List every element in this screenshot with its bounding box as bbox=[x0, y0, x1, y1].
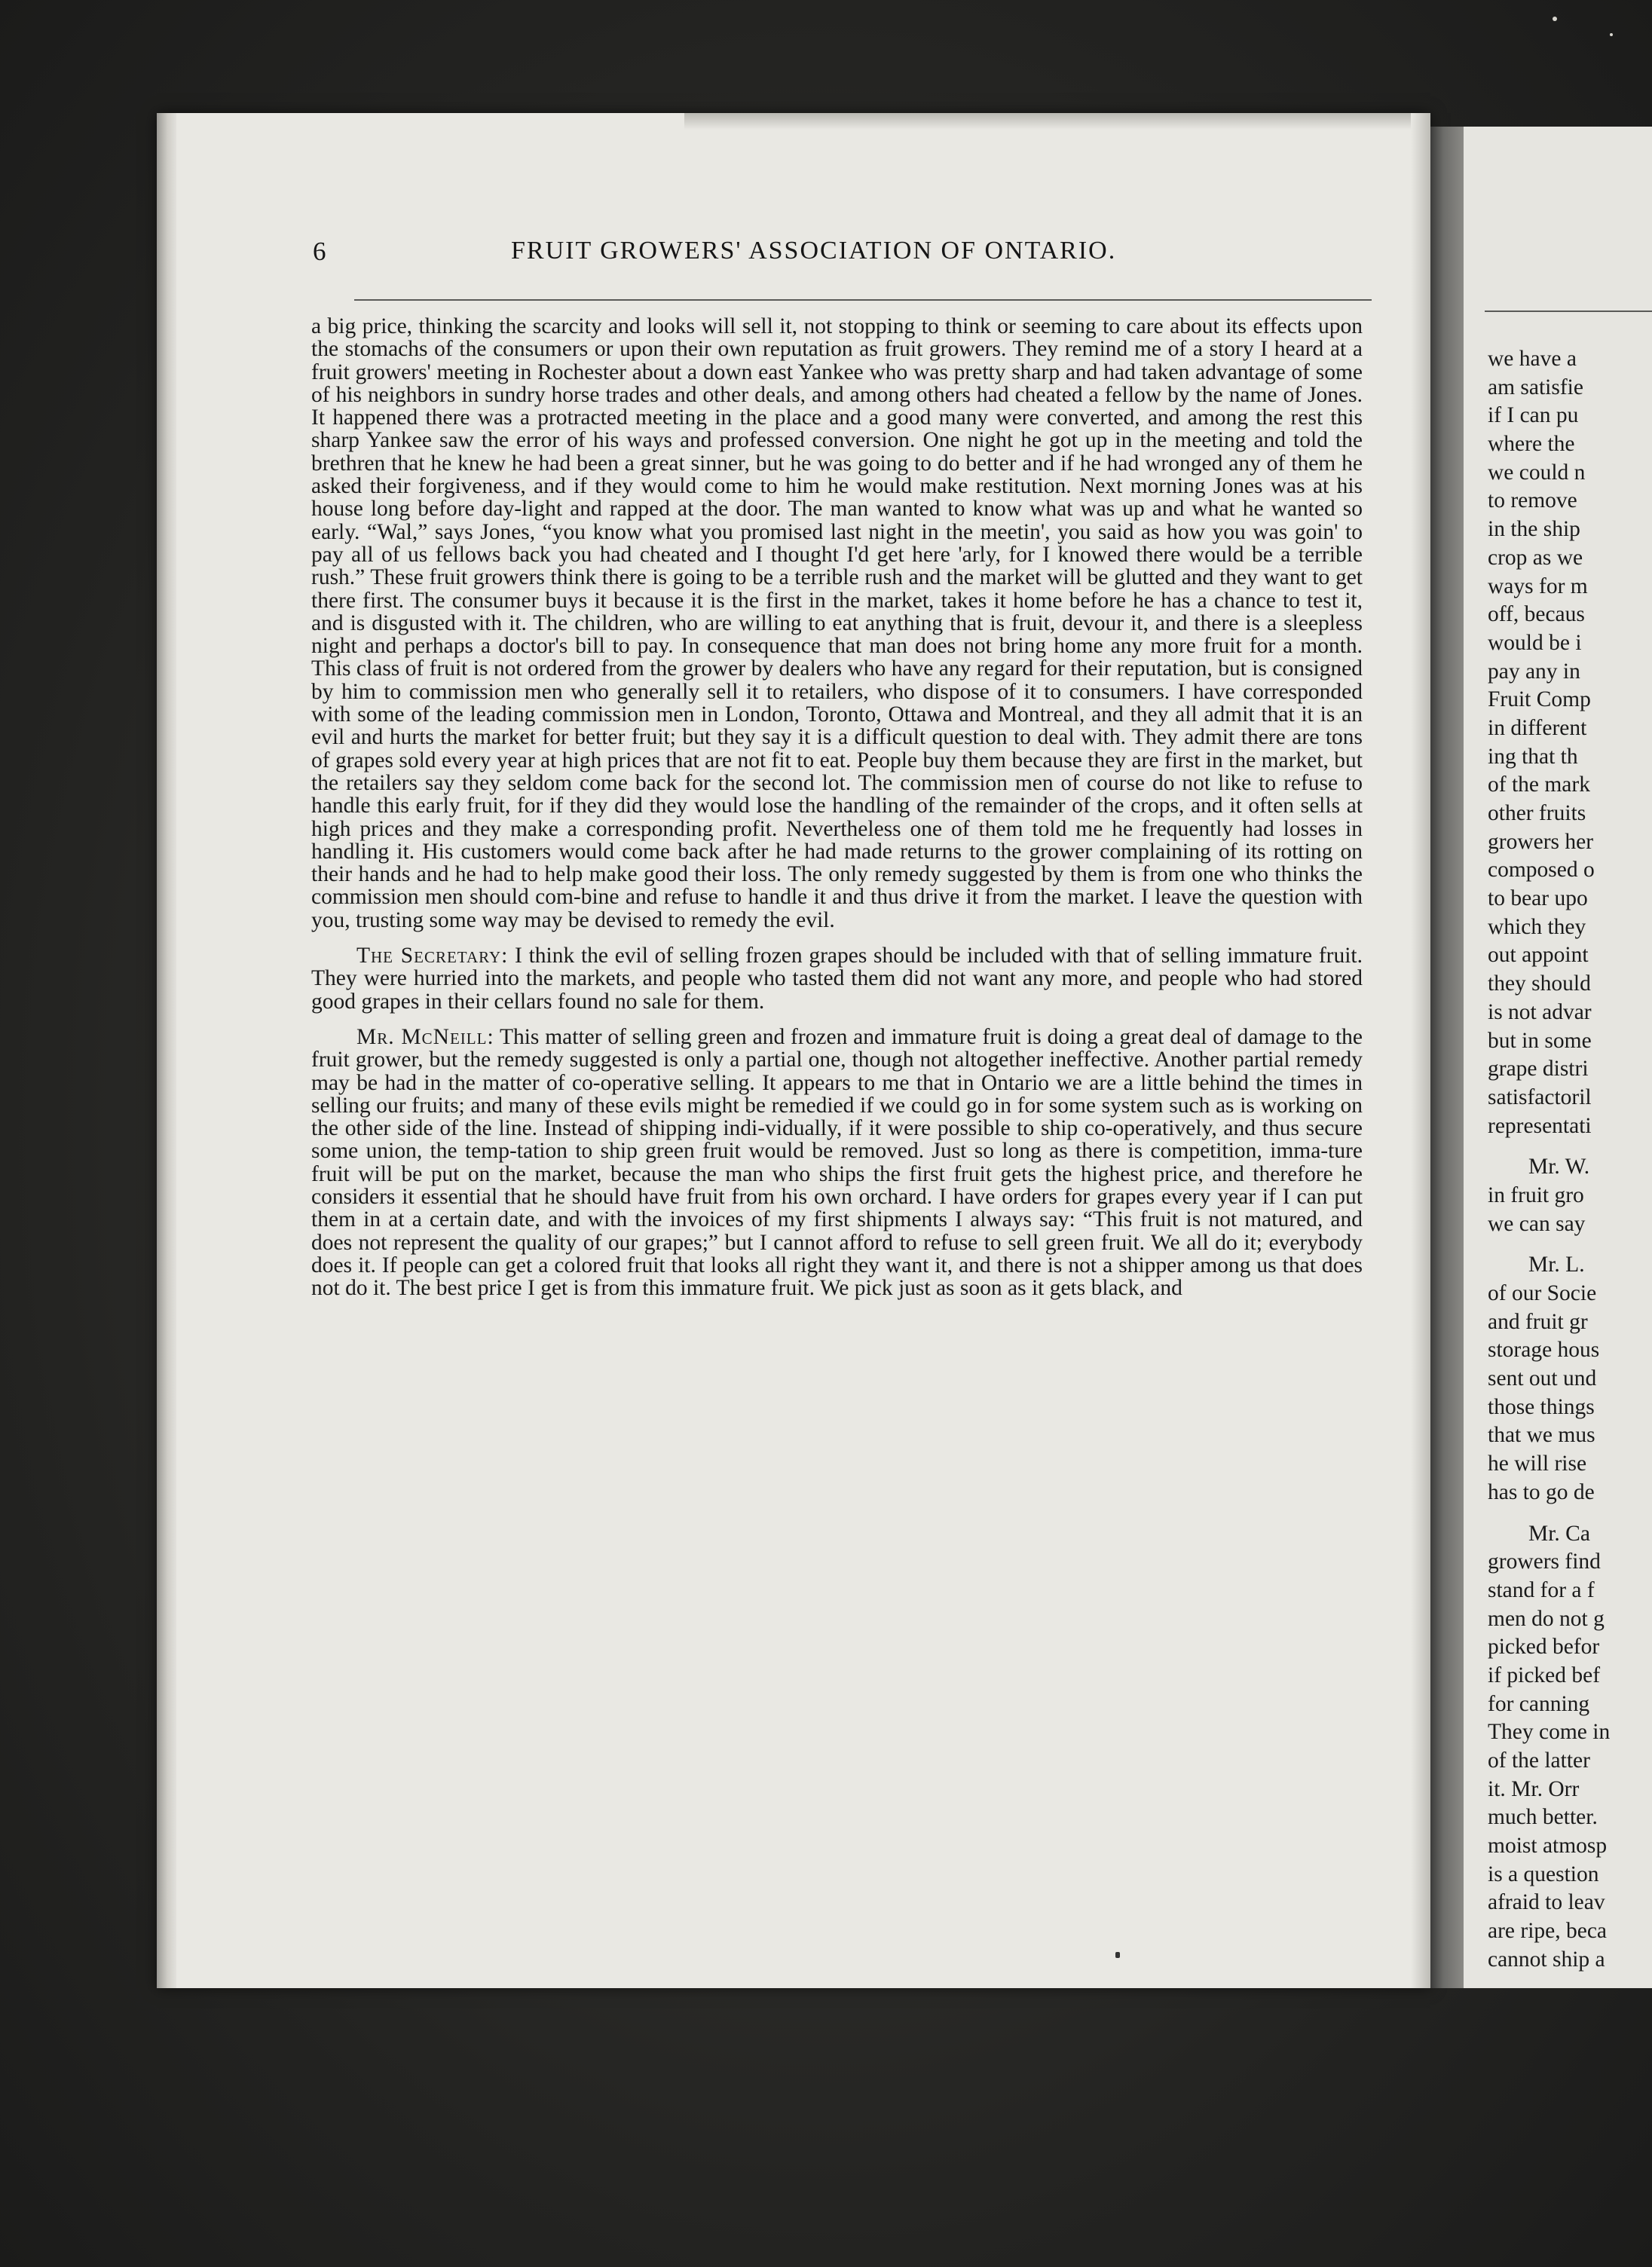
facing-page-line: would be i bbox=[1488, 630, 1582, 655]
facing-page-line: we have a bbox=[1488, 347, 1577, 371]
facing-page-line: Mr. L. bbox=[1528, 1253, 1585, 1277]
facing-page-line: They come in bbox=[1488, 1720, 1611, 1745]
facing-page-line: where the bbox=[1488, 432, 1575, 457]
facing-page-line: in different bbox=[1488, 715, 1587, 740]
facing-page-line: cannot ship a bbox=[1488, 1947, 1605, 1972]
facing-page-line: growers her bbox=[1488, 829, 1594, 854]
facing-page-line: satisfactoril bbox=[1488, 1085, 1592, 1109]
facing-page-line: in fruit gro bbox=[1488, 1182, 1584, 1207]
facing-page-line: is a question bbox=[1488, 1862, 1599, 1886]
header-rule bbox=[354, 299, 1372, 301]
facing-page-line: is not advar bbox=[1488, 999, 1592, 1024]
facing-page-line: which they bbox=[1488, 914, 1586, 939]
facing-page-line: Mr. W. bbox=[1528, 1155, 1590, 1179]
facing-page-line: to bear upo bbox=[1488, 886, 1588, 911]
facing-page-line: other fruits bbox=[1488, 801, 1586, 825]
facing-page-line: Fruit Comp bbox=[1488, 687, 1591, 712]
facing-page-line: representati bbox=[1488, 1113, 1592, 1138]
facing-page-line: storage hous bbox=[1488, 1338, 1600, 1363]
facing-page-line: stand for a f bbox=[1488, 1577, 1595, 1602]
facing-page-line: growers find bbox=[1488, 1550, 1601, 1574]
facing-page-line: that we mus bbox=[1488, 1423, 1595, 1448]
facing-page-line: we can say bbox=[1488, 1211, 1586, 1236]
facing-page-line: those things bbox=[1488, 1394, 1595, 1419]
facing-page-line: if picked bef bbox=[1488, 1663, 1601, 1687]
facing-page-text bbox=[1488, 345, 1652, 1975]
speaker-label: The Secretary: bbox=[356, 944, 509, 968]
facing-page-line: pay any in bbox=[1488, 659, 1580, 684]
ink-mark bbox=[1115, 1952, 1120, 1958]
paragraph: a big price, thinking the scarcity and looks will sell it, not stopping to think or seeming to care about its effects upon the stomachs of the consumers or upon their own reputation as fruit growers. They remind me of a story I heard at a fruit growers' meeting in Rochester about a down east Yankee who was pretty sharp and had taken advantage of some of his neighbors in sundry horse trades and other deals, and among others had cheated a fellow by the name of Jones. It happened there was a protracted meeting in the place and a good many were converted, and among the rest this sharp Yankee saw the error of his ways and professed conversion. One night he got up in the meeting and told the brethren that he knew he had been a great sinner, but he was going to do better and if he had wronged any of them he asked their forgiveness, and if they would come to him he would make restitution. Next morning Jones was at his house long before day-light and rapped at the door. The man wanted to know what was up and what he wanted so early. “Wal,” says Jones, “you know what you promised last night in the meetin', you said as how you was goin' to pay all of us fellows back you had cheated and I thought I'd get here 'arly, for I knowed there would be a terrible rush.” These fruit growers think there is going to be a terrible rush and the market will be glutted and they want to get there first. The consumer buys it because it is the first in the market, takes it home before he has a chance to test it, and is disgusted with it. The children, who are willing to eat anything that is fruit, devour it, and there is a sleepless night and perhaps a doctor's bill to pay. In consequence that man does not bring home any more fruit for a month. This class of fruit is not ordered from the grower by dealers who have any regard for their reputation, but is consigned by him to commission men who generally sell it to retailers, who dispose of it to consumers. I have corresponded with some of the leading commission men in London, Toronto, Ottawa and Montreal, and they all admit that it is an evil and hurts the market for better fruit; but they say it is a difficult question to deal with. They admit there are tons of grapes sold every year at high prices that are not fit to eat. People buy them because they are first in the market, but the retailers say they seldom come back for the second lot. The commission men of course do not like to refuse to handle this early fruit, for if they did they would lose the handling of the remainder of the crops, and it often sells at high prices and they make a corresponding profit. Nevertheless one of them told me he frequently had losses in handling it. His customers would come back after he had made returns to the grower complaining of its rotting on their hands and he had to help make good their loss. The only remedy suggested by them is from one who thinks the commission men should com-bine and refuse to handle it and thus drive it from the market. I leave the question with you, trusting some way may be devised to remedy the evil. bbox=[311, 314, 1363, 932]
body-text bbox=[311, 315, 1363, 1299]
facing-page-line: for canning bbox=[1488, 1691, 1590, 1716]
facing-page-line: in the ship bbox=[1488, 517, 1580, 542]
facing-page-line: it. Mr. Orr bbox=[1488, 1776, 1580, 1801]
book-gutter bbox=[1430, 127, 1464, 1988]
page-top-shadow bbox=[684, 113, 1423, 130]
page-edge-shadow bbox=[1411, 113, 1430, 1988]
facing-page-line: has to go de bbox=[1488, 1479, 1595, 1504]
facing-page-line: are ripe, beca bbox=[1488, 1919, 1608, 1944]
facing-page-line: sent out und bbox=[1488, 1366, 1597, 1391]
document-page bbox=[157, 113, 1430, 1988]
speaker-label: Mr. McNeill: bbox=[356, 1024, 494, 1049]
facing-page-line: picked befor bbox=[1488, 1635, 1600, 1660]
facing-page-line: men do not g bbox=[1488, 1606, 1605, 1631]
facing-page-line: ways for m bbox=[1488, 574, 1588, 598]
facing-page-line: but in some bbox=[1488, 1028, 1592, 1053]
facing-page-line: to remove bbox=[1488, 488, 1577, 513]
paragraph-text: I think the evil of selling frozen grapes should be included with that of selling immature fruit. They were hurried into the markets, and people who tasted them did not want any more, and people who had stored good grapes in their cellars found no sale for them. bbox=[311, 944, 1363, 1014]
facing-page-line: he will rise bbox=[1488, 1452, 1587, 1476]
facing-page bbox=[1464, 127, 1652, 1988]
facing-page-line: grape distri bbox=[1488, 1057, 1589, 1081]
running-head: FRUIT GROWERS' ASSOCIATION OF ONTARIO. bbox=[511, 237, 1117, 265]
dust-speck bbox=[1553, 17, 1557, 21]
facing-page-line: they should bbox=[1488, 971, 1591, 996]
facing-page-line: of our Socie bbox=[1488, 1281, 1597, 1305]
facing-page-line: off, becaus bbox=[1488, 602, 1585, 627]
facing-page-line: of the latter bbox=[1488, 1748, 1590, 1773]
dust-speck bbox=[1610, 33, 1613, 36]
facing-page-line: and fruit gr bbox=[1488, 1309, 1588, 1334]
paragraph bbox=[311, 1026, 1363, 1300]
facing-page-line: Mr. Ca bbox=[1528, 1521, 1590, 1546]
facing-page-line: ing that th bbox=[1488, 744, 1578, 769]
paragraph-text: This matter of selling green and frozen and immature fruit is doing a great deal of damage to the fruit grower, but the remedy suggested is only a partial one, though not altogether ineffective. Another partial remedy may be had in the matter of co-operative selling. It appears to me that in Ontario we are a little behind the times in selling our fruits; and many of these evils might be remedied if we could go in for some system such as is working on the other side of the line. Instead of shipping indi-vidually, if it were possible to ship co-operatively, and thus secure some union, the temp-tation to ship green fruit would be removed. Just so long as there is competition, imma-ture fruit will be put on the market, because the man who ships the first fruit gets the highest price, and therefore he considers it essential that he should have fruit from his own orchard. I have orders for grapes every year if I can put them in at a certain date, and with the invoices of my first shipments I always say: “This fruit is not matured, and does not represent the quality of our grapes;” but I cannot afford to refuse to sell green fruit. We all do it; everybody does it. If people can get a colored fruit that looks all right they want it, and there is not a shipper among us that does not do it. The best price I get is from this immature fruit. We pick just as soon as it gets black, and bbox=[311, 1024, 1363, 1301]
facing-page-line: composed o bbox=[1488, 858, 1595, 883]
facing-page-line: moist atmosp bbox=[1488, 1834, 1608, 1859]
facing-page-line: of the mark bbox=[1488, 772, 1590, 797]
page-number: 6 bbox=[313, 237, 326, 266]
facing-page-line: much better. bbox=[1488, 1805, 1598, 1830]
paragraph bbox=[311, 944, 1363, 1013]
page-binding-shadow bbox=[157, 113, 176, 1988]
facing-page-line: crop as we bbox=[1488, 545, 1583, 570]
facing-page-line: am satisfie bbox=[1488, 375, 1583, 399]
facing-page-line: we could n bbox=[1488, 460, 1586, 485]
facing-page-rule bbox=[1485, 311, 1652, 312]
facing-page-line: afraid to leav bbox=[1488, 1890, 1605, 1915]
facing-page-line: out appoint bbox=[1488, 943, 1589, 968]
facing-page-line: if I can pu bbox=[1488, 403, 1579, 428]
